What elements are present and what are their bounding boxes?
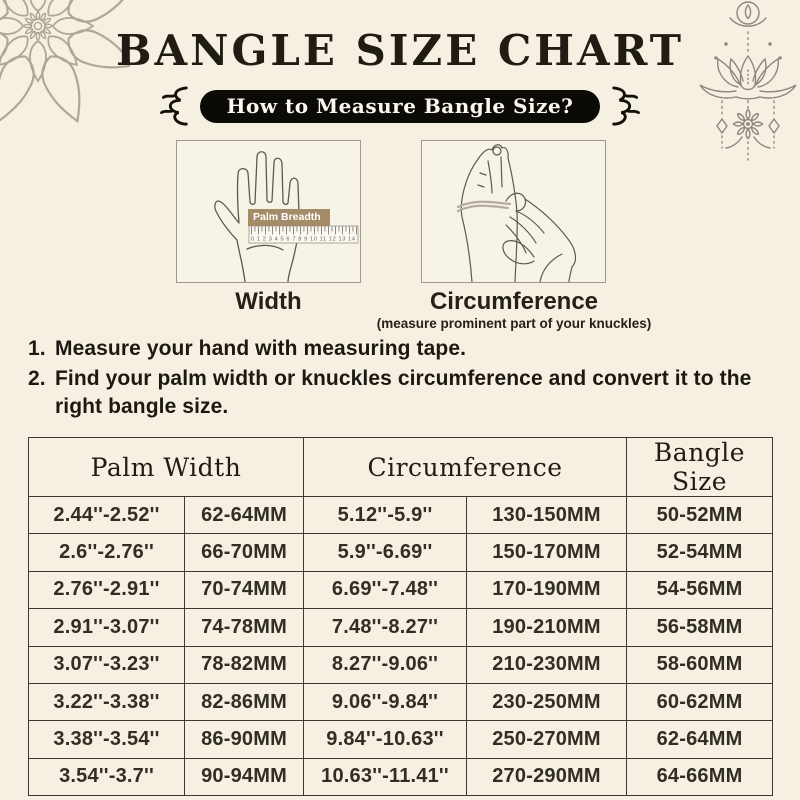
flourish-right-icon [608, 84, 648, 128]
table-header-palm-width: Palm Width [29, 438, 304, 497]
instruction-1-text: Measure your hand with measuring tape. [55, 337, 467, 360]
table-header-bangle-size: Bangle Size [627, 438, 773, 497]
table-row [29, 721, 773, 758]
size-chart-table [28, 437, 773, 796]
table-cell: 50-52MM [627, 497, 773, 534]
table-header-circumference: Circumference [304, 438, 627, 497]
table-cell: 270-290MM [467, 758, 627, 795]
table-cell: 3.38''-3.54'' [29, 721, 185, 758]
width-caption: Width [235, 288, 302, 315]
table-cell: 210-230MM [467, 646, 627, 683]
table-cell: 170-190MM [467, 571, 627, 608]
table-cell: 3.22''-3.38'' [29, 683, 185, 720]
table-cell: 78-82MM [185, 646, 304, 683]
table-cell: 2.44''-2.52'' [29, 497, 185, 534]
table-cell: 230-250MM [467, 683, 627, 720]
table-cell: 10.63''-11.41'' [304, 758, 467, 795]
table-cell: 8.27''-9.06'' [304, 646, 467, 683]
table-cell: 150-170MM [467, 534, 627, 571]
hand-tape-illustration [422, 141, 605, 282]
table-cell: 5.12''-5.9'' [304, 497, 467, 534]
table-cell: 86-90MM [185, 721, 304, 758]
table-cell: 90-94MM [185, 758, 304, 795]
table-cell: 54-56MM [627, 571, 773, 608]
table-cell: 66-70MM [185, 534, 304, 571]
table-cell: 62-64MM [627, 721, 773, 758]
table-row [29, 497, 773, 534]
table-cell: 9.84''-10.63'' [304, 721, 467, 758]
instruction-1-number: 1. [28, 337, 46, 360]
table-cell: 2.76''-2.91'' [29, 571, 185, 608]
instruction-item-2 [28, 367, 776, 391]
table-row [29, 571, 773, 608]
table-cell: 82-86MM [185, 683, 304, 720]
circumference-illustration-box [421, 140, 606, 283]
ruler-numbers: 0 1 2 3 4 5 6 7 8 9 10 11 12 13 14 [251, 236, 355, 243]
table-cell: 3.54''-3.7'' [29, 758, 185, 795]
table-cell: 64-66MM [627, 758, 773, 795]
table-cell: 62-64MM [185, 497, 304, 534]
table-row [29, 758, 773, 795]
table-row [29, 609, 773, 646]
instruction-item-2-wrap [55, 395, 800, 419]
table-row [29, 683, 773, 720]
flourish-left-icon [152, 84, 192, 128]
table-cell: 52-54MM [627, 534, 773, 571]
table-cell: 130-150MM [467, 497, 627, 534]
table-row [29, 534, 773, 571]
circumference-subcaption: (measure prominent part of your knuckles) [376, 316, 652, 331]
table-cell: 56-58MM [627, 609, 773, 646]
table-cell: 5.9''-6.69'' [304, 534, 467, 571]
table-cell: 3.07''-3.23'' [29, 646, 185, 683]
table-cell: 190-210MM [467, 609, 627, 646]
instruction-2-text-line2: right bangle size. [55, 395, 229, 418]
table-cell: 70-74MM [185, 571, 304, 608]
table-cell: 250-270MM [467, 721, 627, 758]
table-cell: 2.6''-2.76'' [29, 534, 185, 571]
table-cell: 2.91''-3.07'' [29, 609, 185, 646]
table-header-row [29, 438, 773, 497]
table-cell: 58-60MM [627, 646, 773, 683]
instruction-2-number: 2. [28, 367, 46, 390]
instruction-item-1 [28, 337, 776, 361]
table-cell: 7.48''-8.27'' [304, 609, 467, 646]
table-cell: 60-62MM [627, 683, 773, 720]
page-title: BANGLE SIZE CHART [116, 26, 684, 75]
table-cell: 9.06''-9.84'' [304, 683, 467, 720]
how-to-banner-row [0, 84, 800, 128]
how-to-banner: How to Measure Bangle Size? [200, 90, 601, 123]
table-cell: 6.69''-7.48'' [304, 571, 467, 608]
palm-breadth-label: Palm Breadth [248, 209, 330, 226]
circumference-caption: Circumference [429, 288, 599, 315]
table-cell: 74-78MM [185, 609, 304, 646]
table-row [29, 646, 773, 683]
instruction-2-text-line1: Find your palm width or knuckles circumference and convert it to the [55, 367, 752, 390]
